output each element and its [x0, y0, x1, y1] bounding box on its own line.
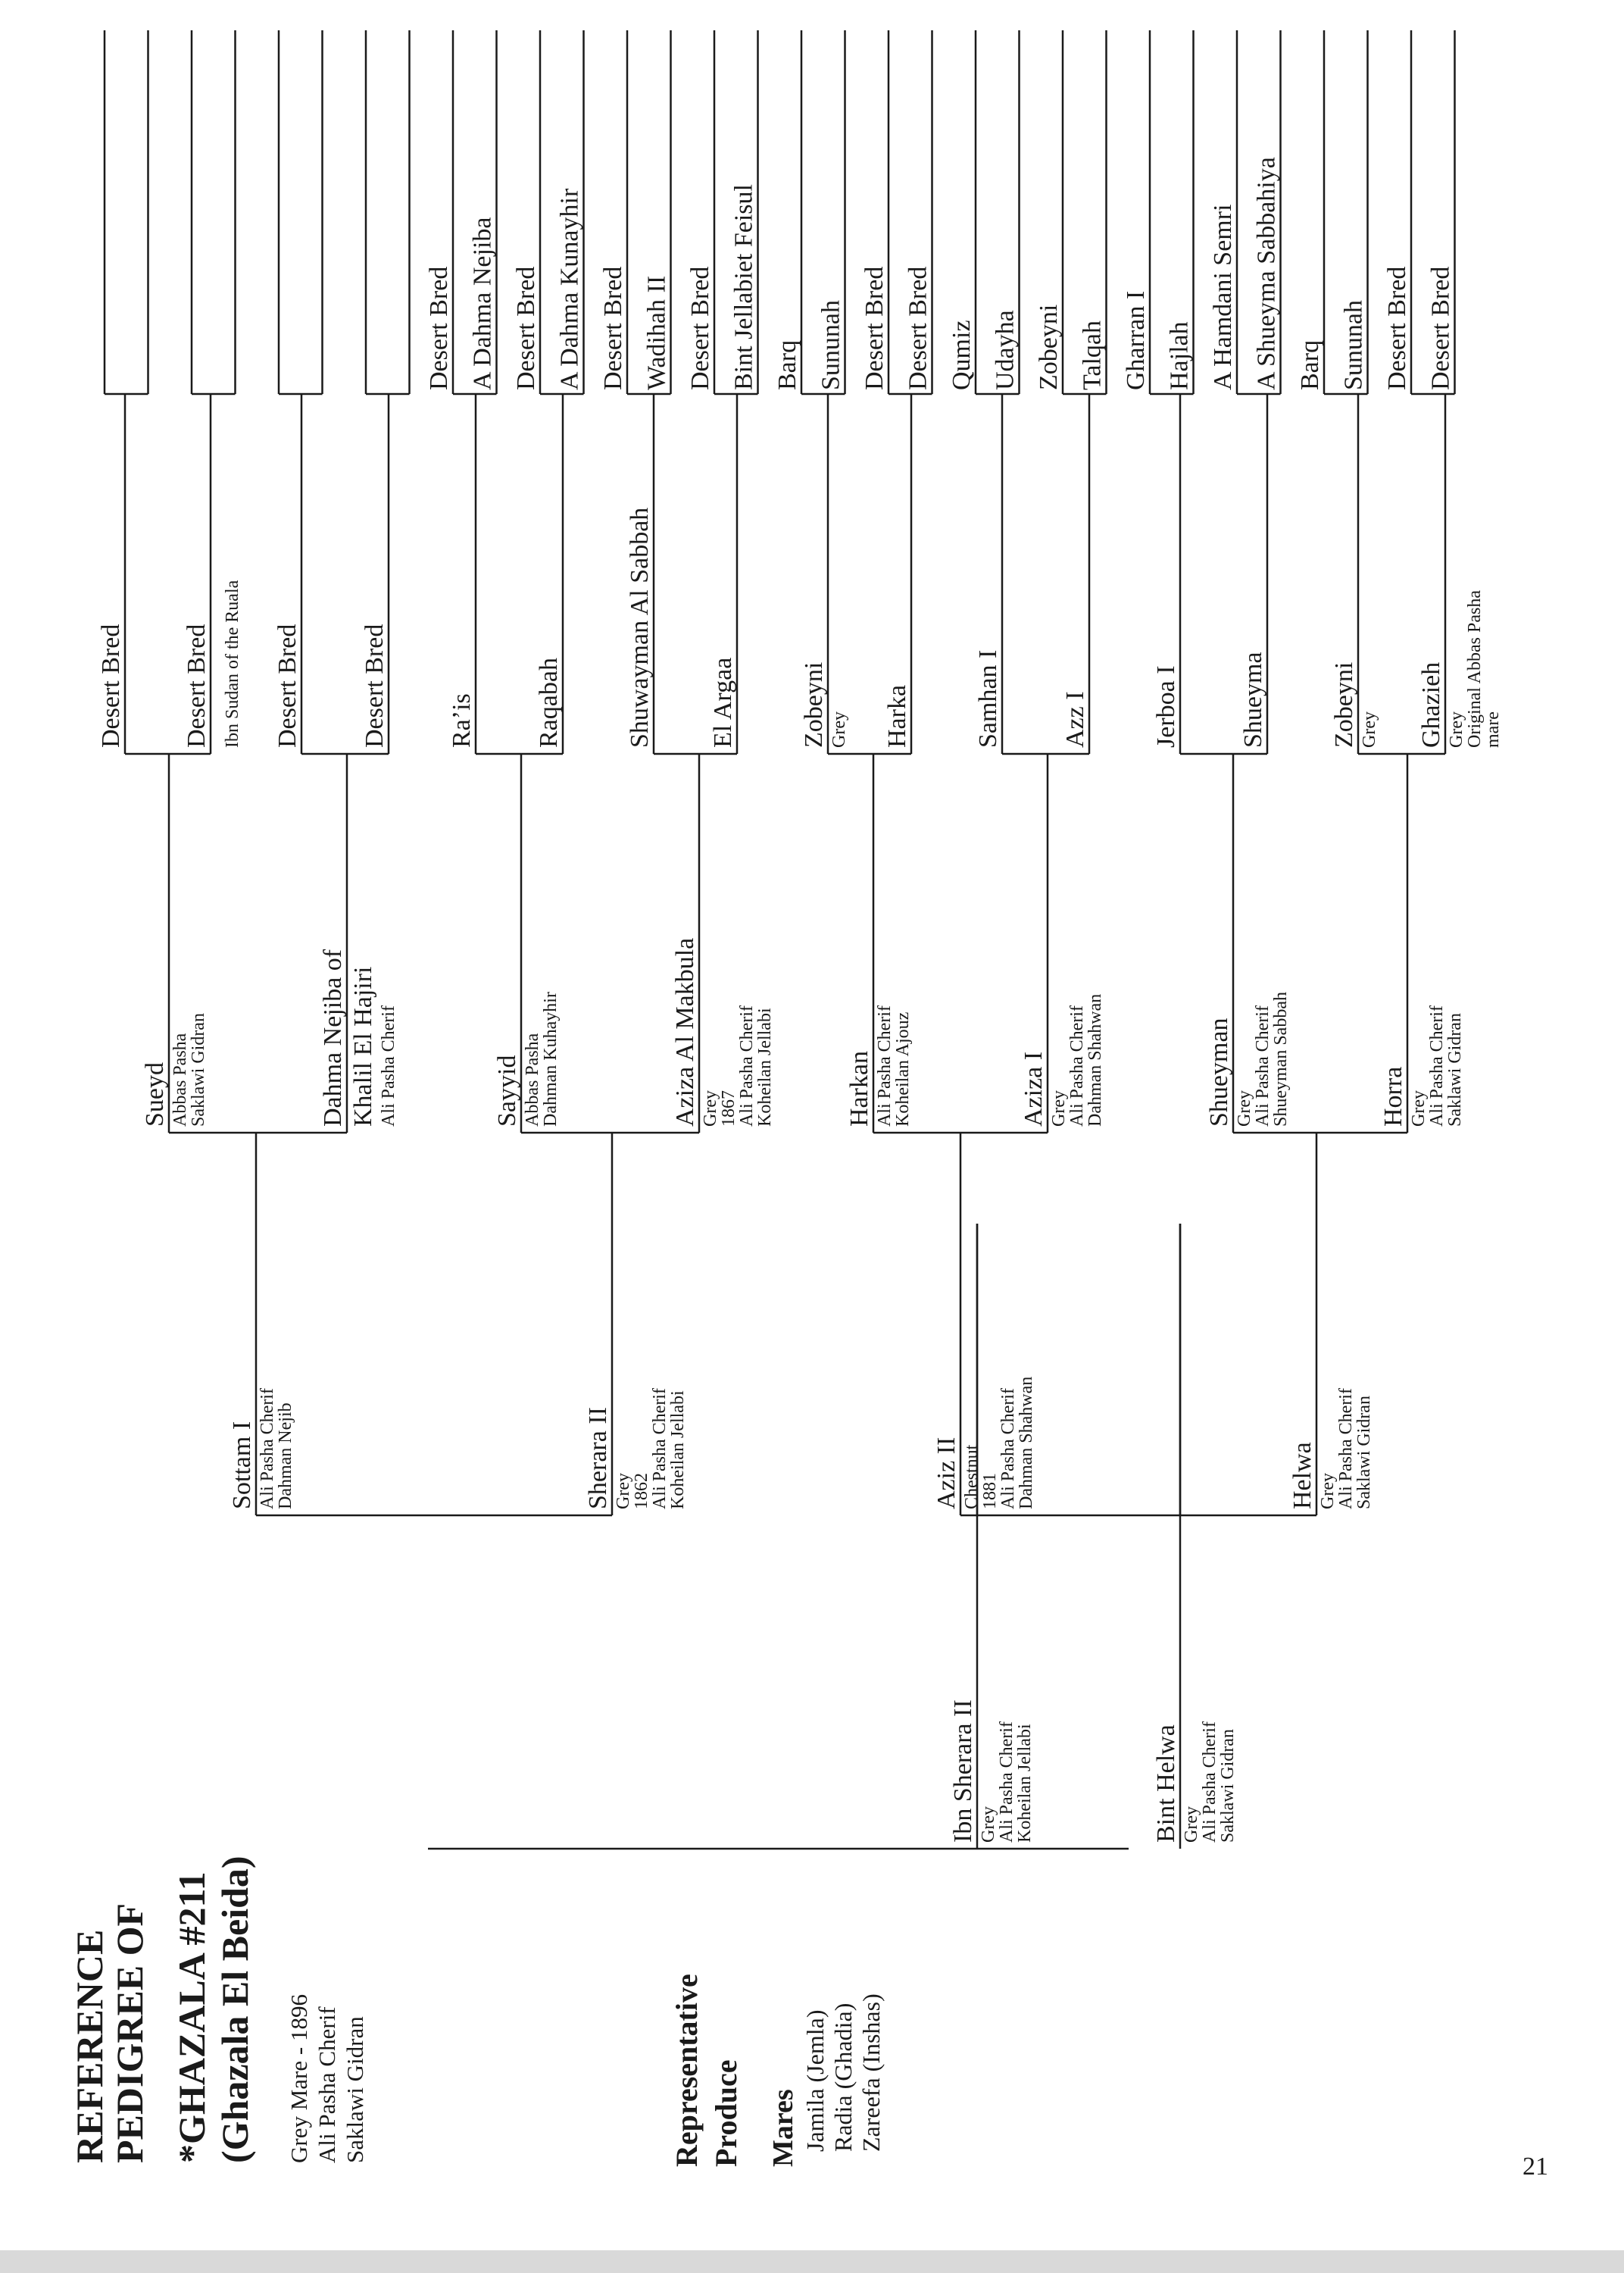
title-line-1: REFERENCE	[68, 1929, 111, 2163]
gen1-detail-1-0: Grey	[1182, 1806, 1201, 1843]
gen4-detail-14-0: Grey	[1360, 711, 1379, 748]
gen3-name-1: Dahma Nejiba of	[319, 949, 347, 1127]
gen5-name-10: Desert Bred	[512, 266, 540, 390]
gen3-detail-2-0: Abbas Pasha	[523, 1033, 542, 1127]
gen3-detail-0-1: Saklawi Gidran	[189, 1013, 208, 1127]
gen5-name-8: Desert Bred	[425, 266, 453, 390]
produce-heading-2: Produce	[709, 2059, 743, 2167]
gen5-name-25: Hajlah	[1165, 321, 1194, 390]
gen2-detail-1-0: Grey	[614, 1473, 633, 1509]
gen3-detail-7-2: Saklawi Gidran	[1445, 1013, 1465, 1127]
gen4-name-5: Raqabah	[535, 658, 563, 748]
gen2-detail-2-0: Chestnut	[962, 1444, 982, 1509]
gen3-name-4: Harkan	[845, 1050, 873, 1127]
gen3-detail-3-2: Ali Pasha Cherif	[737, 1005, 757, 1127]
gen1-detail-0-2: Koheilan Jellabi	[1015, 1724, 1035, 1843]
produce-block	[670, 1974, 885, 2167]
gen5-name-11: A Dahma Kunayhir	[555, 188, 584, 390]
gen3-detail-3-1: 1867	[719, 1090, 739, 1127]
gen4-name-2: Desert Bred	[273, 624, 301, 748]
gen5-name-31: Desert Bred	[1426, 266, 1455, 390]
gen3-name-6: Shueyman	[1205, 1018, 1233, 1127]
gen2-detail-3-1: Ali Pasha Cherif	[1336, 1388, 1356, 1509]
gen4-name-13: Shueyma	[1239, 652, 1267, 748]
gen3-detail-6-0: Grey	[1235, 1090, 1254, 1127]
gen2-detail-3-0: Grey	[1318, 1473, 1338, 1509]
gen1-detail-0-0: Grey	[979, 1806, 998, 1843]
gen3-detail-4-1: Koheilan Ajouz	[893, 1011, 913, 1127]
gen3-detail-4-0: Ali Pasha Cherif	[875, 1005, 895, 1127]
gen5-name-22: Zobeyni	[1035, 304, 1063, 390]
gen2-detail-3-2: Saklawi Gidran	[1354, 1396, 1374, 1509]
mare-3: Zareefa (Inshas)	[857, 1993, 885, 2152]
gen2-detail-2-3: Dahman Shahwan	[1017, 1376, 1036, 1509]
gen2-detail-2-2: Ali Pasha Cherif	[998, 1388, 1018, 1509]
gen4-detail-8-0: Grey	[829, 711, 849, 748]
subject-detail-1: Grey Mare - 1896	[286, 1994, 312, 2163]
gen2-detail-0-0: Ali Pasha Cherif	[258, 1388, 277, 1509]
gen4-detail-15-1: Original Abbas Pasha	[1465, 590, 1485, 748]
gen2-name-0: Sottam I	[228, 1421, 256, 1509]
gen4-extra-1: Ibn Sudan of the Ruala	[223, 580, 242, 748]
gen2-detail-2-1: 1881	[980, 1473, 1000, 1509]
gen5-name-27: A Shueyma Sabbahiya	[1252, 157, 1281, 390]
gen4-name-9: Harka	[883, 684, 911, 748]
produce-heading-1: Representative	[670, 1974, 704, 2167]
mares-heading: Mares	[767, 2089, 799, 2167]
gen3-detail-5-0: Grey	[1049, 1090, 1069, 1127]
gen5-name-12: Desert Bred	[599, 266, 627, 390]
gen4-name-7: El Argaa	[709, 657, 737, 748]
subject-detail-3: Saklawi Gidran	[342, 2016, 368, 2163]
gen4-name-8: Zobeyni	[800, 661, 828, 748]
gen4-name-6: Shuwayman Al Sabbah	[626, 507, 654, 748]
title-line-3: *GHAZALA #211	[170, 1871, 213, 2163]
gen5-name-30: Desert Bred	[1383, 266, 1411, 390]
mare-2: Radia (Ghadia)	[829, 2003, 857, 2152]
gen4-name-0: Desert Bred	[97, 624, 125, 748]
gen1-name-1: Bint Helwa	[1152, 1724, 1180, 1843]
gen3-detail-1-0: Ali Pasha Cherif	[379, 1005, 398, 1127]
gen5-name-17: Sununah	[817, 300, 845, 390]
gen4-name-15: Ghazieh	[1417, 661, 1445, 748]
gen5-name-20: Qumiz	[948, 320, 976, 390]
title-line-4: (Ghazala El Beida)	[214, 1856, 256, 2163]
gen3-detail-6-2: Shueyman Sabbah	[1271, 992, 1291, 1127]
gen3-name-7: Horra	[1379, 1066, 1407, 1127]
gen3-name-0: Sueyd	[141, 1062, 169, 1127]
gen1-detail-1-1: Ali Pasha Cherif	[1200, 1721, 1220, 1843]
gen4-name-3: Desert Bred	[361, 624, 389, 748]
subject-detail-2: Ali Pasha Cherif	[314, 2006, 340, 2163]
gen3-detail-0-0: Abbas Pasha	[170, 1033, 190, 1127]
gen4-name-11: Azz I	[1061, 691, 1089, 748]
gen2-detail-1-3: Koheilan Jellabi	[668, 1390, 688, 1509]
gen2-detail-1-2: Ali Pasha Cherif	[650, 1388, 670, 1509]
gen4-name-1: Desert Bred	[183, 624, 211, 748]
gen3-detail-2-1: Dahman Kuhayhir	[541, 992, 561, 1127]
gen4-name-4: Ra’is	[448, 693, 476, 748]
title-block	[68, 1856, 368, 2163]
gen5-name-23: Talqah	[1078, 320, 1107, 390]
pedigree-tree	[97, 30, 1503, 1849]
gen3-name-5: Aziza I	[1020, 1051, 1048, 1127]
gen5-name-28: Barq	[1296, 339, 1324, 390]
gen3-detail-7-1: Ali Pasha Cherif	[1427, 1005, 1447, 1127]
gen3-name-2: Sayyid	[493, 1055, 521, 1127]
gen5-name-26: A Hamdani Semri	[1209, 204, 1237, 390]
gen3-detail-6-1: Ali Pasha Cherif	[1253, 1005, 1273, 1127]
mare-1: Jamila (Jemla)	[801, 2009, 829, 2152]
title-line-2: PEDIGREE OF	[108, 1903, 151, 2163]
gen3-detail-5-1: Ali Pasha Cherif	[1067, 1005, 1087, 1127]
gen5-name-16: Barq	[773, 339, 801, 390]
page-number: 21	[1522, 2153, 1548, 2181]
gen4-detail-15-2: mare	[1483, 711, 1503, 748]
gen5-name-9: A Dahma Nejiba	[468, 217, 497, 390]
gen5-name-29: Sununah	[1339, 300, 1368, 390]
gen4-name-12: Jerboa I	[1152, 665, 1180, 748]
gen3-detail-5-2: Dahman Shahwan	[1085, 993, 1105, 1127]
gen4-name-10: Samhan I	[974, 649, 1002, 748]
gen5-name-13: Wadihah II	[642, 275, 671, 390]
gen2-name-3: Helwa	[1288, 1442, 1316, 1509]
gen2-detail-1-1: 1862	[632, 1473, 651, 1509]
gen2-name-2: Aziz II	[932, 1437, 960, 1509]
gen1-detail-0-1: Ali Pasha Cherif	[997, 1721, 1017, 1843]
gen5-name-14: Desert Bred	[686, 266, 714, 390]
gen4-detail-15-0: Grey	[1447, 711, 1466, 748]
gen5-name-19: Desert Bred	[904, 266, 932, 390]
gen3-detail-7-0: Grey	[1409, 1090, 1429, 1127]
gen1-detail-1-2: Saklawi Gidran	[1218, 1729, 1238, 1843]
gen5-name-21: Udayha	[991, 310, 1020, 390]
gen3-name2-1: Khalil El Hajiri	[349, 966, 377, 1127]
gen3-name-3: Aziza Al Makbula	[671, 937, 699, 1127]
gen1-name-0: Ibn Sherara II	[949, 1699, 977, 1843]
gen3-detail-3-3: Koheilan Jellabi	[755, 1008, 775, 1127]
gen2-name-1: Sherara II	[584, 1407, 612, 1509]
gen5-name-18: Desert Bred	[860, 266, 889, 390]
gen5-name-24: Gharran I	[1122, 290, 1150, 390]
gen5-name-15: Bint Jellabiet Feisul	[729, 184, 758, 390]
gen4-name-14: Zobeyni	[1330, 661, 1358, 748]
gen2-detail-0-1: Dahman Nejib	[276, 1402, 295, 1509]
gen3-detail-3-0: Grey	[701, 1090, 720, 1127]
